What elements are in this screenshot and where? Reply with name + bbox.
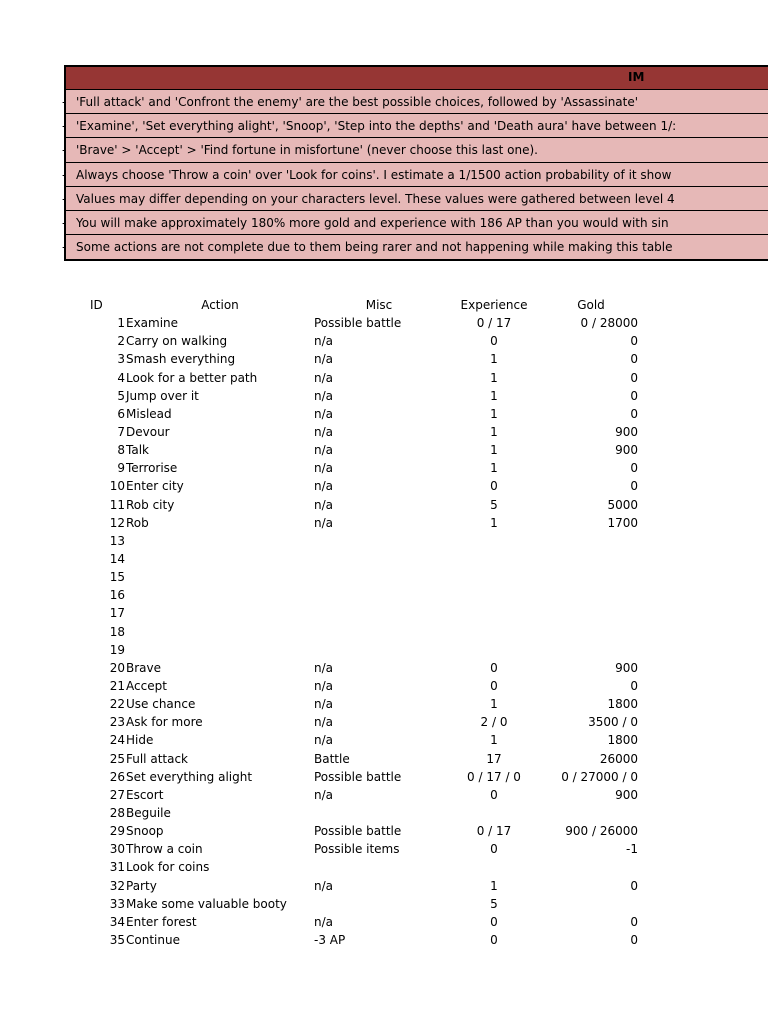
- table-row: [64, 731, 638, 749]
- cell-action: [126, 550, 314, 568]
- info-line-text: 'Examine', 'Set everything alight', 'Snoop', 'Step into the depths' and 'Death aura' have between 1/:: [76, 119, 677, 134]
- cell-gold: 0: [630, 878, 638, 893]
- cell-experience: 5: [490, 497, 498, 512]
- table-row: [64, 514, 638, 532]
- info-line-text: 'Brave' > 'Accept' > 'Find fortune in misfortune' (never choose this last one).: [76, 143, 538, 158]
- cell-misc: n/a: [314, 425, 334, 440]
- cell-misc: Possible battle: [314, 769, 402, 784]
- table-row: [64, 840, 638, 858]
- cell-id: 18: [109, 624, 125, 639]
- table-row: [64, 441, 638, 459]
- cell-gold: 1700: [607, 515, 638, 530]
- cell-action: Hide: [126, 733, 154, 748]
- header-experience: Experience: [460, 298, 528, 313]
- cell-experience: 1: [490, 352, 498, 367]
- cell-gold: [544, 532, 638, 550]
- info-box: [64, 65, 768, 261]
- cell-experience: 0: [490, 914, 498, 929]
- cell-experience: [444, 623, 544, 641]
- table-row: [64, 568, 638, 586]
- cell-action: [126, 586, 314, 604]
- cell-experience: [444, 804, 544, 822]
- cell-misc: n/a: [314, 697, 334, 712]
- cell-id: 31: [109, 860, 125, 875]
- info-line-text: 'Full attack' and 'Confront the enemy' are the best possible choices, followed by 'Assassinate': [76, 95, 639, 109]
- cell-experience: 0: [490, 479, 498, 494]
- cell-action: Terrorise: [126, 461, 178, 476]
- cell-id: 1: [117, 316, 125, 331]
- info-header-title: IM: [628, 70, 645, 84]
- cell-gold: [544, 895, 638, 913]
- cell-id: 23: [109, 715, 125, 730]
- table-row: [64, 405, 638, 423]
- table-row: [64, 550, 638, 568]
- cell-action: Enter forest: [126, 914, 197, 929]
- cell-id: 24: [109, 733, 125, 748]
- cell-gold: 0: [630, 388, 638, 403]
- cell-experience: 1: [490, 388, 498, 403]
- cell-experience: 2 / 0: [480, 715, 508, 730]
- cell-gold: [544, 604, 638, 622]
- cell-gold: [544, 550, 638, 568]
- cell-experience: 5: [490, 896, 498, 911]
- cell-misc: Battle: [314, 751, 350, 766]
- table-row: [64, 804, 638, 822]
- header-misc: Misc: [365, 298, 393, 313]
- cell-misc: [314, 532, 444, 550]
- cell-experience: 1: [490, 443, 498, 458]
- cell-action: Beguile: [126, 806, 171, 820]
- cell-misc: n/a: [314, 733, 334, 748]
- cell-experience: 0: [490, 787, 498, 802]
- cell-misc: [314, 568, 444, 586]
- cell-misc: [314, 804, 444, 822]
- cell-gold: 0 / 27000 / 0: [561, 769, 638, 784]
- cell-id: 26: [109, 769, 125, 784]
- cell-id: 7: [117, 425, 125, 440]
- cell-id: 9: [117, 461, 125, 476]
- table-row: [64, 858, 638, 876]
- actions-table: [64, 296, 638, 949]
- cell-misc: n/a: [314, 461, 334, 476]
- cell-experience: 1: [490, 733, 498, 748]
- cell-id: 14: [109, 552, 125, 567]
- cell-misc: [314, 586, 444, 604]
- info-bullet: -: [62, 215, 67, 230]
- cell-gold: [544, 623, 638, 641]
- cell-gold: 0: [630, 370, 638, 385]
- info-bullet: -: [62, 167, 67, 182]
- info-bullet: -: [62, 143, 67, 158]
- table-row: [64, 695, 638, 713]
- cell-misc: Possible battle: [314, 824, 402, 839]
- cell-action: Set everything alight: [126, 769, 253, 784]
- cell-experience: 1: [490, 406, 498, 421]
- cell-experience: 0 / 17: [476, 824, 512, 839]
- cell-gold: 900 / 26000: [565, 824, 638, 839]
- cell-misc: -3 AP: [314, 932, 346, 947]
- cell-gold: 0: [630, 914, 638, 929]
- cell-experience: [444, 532, 544, 550]
- cell-id: 27: [109, 787, 125, 802]
- table-row: [64, 822, 638, 840]
- cell-id: 17: [109, 606, 125, 621]
- cell-misc: n/a: [314, 479, 334, 494]
- table-row: [64, 913, 638, 931]
- cell-misc: n/a: [314, 914, 334, 929]
- cell-misc: n/a: [314, 679, 334, 694]
- cell-id: 8: [117, 443, 125, 458]
- cell-id: 4: [117, 370, 125, 385]
- info-line: [62, 163, 768, 187]
- cell-action: Look for coins: [126, 860, 210, 875]
- cell-misc: [314, 895, 444, 913]
- cell-experience: 1: [490, 878, 498, 893]
- cell-gold: [544, 586, 638, 604]
- table-row: [64, 877, 638, 895]
- cell-id: 16: [109, 588, 125, 603]
- cell-misc: n/a: [314, 443, 334, 458]
- cell-id: 35: [109, 932, 125, 947]
- cell-misc: n/a: [314, 388, 334, 403]
- cell-action: Jump over it: [126, 388, 199, 403]
- cell-gold: 5000: [607, 497, 638, 512]
- cell-experience: [444, 604, 544, 622]
- cell-misc: n/a: [314, 497, 334, 512]
- cell-experience: [444, 550, 544, 568]
- table-row: [64, 459, 638, 477]
- cell-id: 20: [109, 660, 125, 675]
- cell-gold: 0: [630, 932, 638, 947]
- cell-experience: 0 / 17: [476, 316, 512, 331]
- table-header-row: [64, 296, 638, 314]
- cell-id: 3: [117, 352, 125, 367]
- info-line-text: You will make approximately 180% more gold and experience with 186 AP than you would with sin: [76, 215, 669, 230]
- cell-misc: [314, 858, 444, 876]
- cell-action: Look for a better path: [126, 370, 258, 385]
- table-row: [64, 931, 638, 949]
- table-row: [64, 532, 638, 550]
- cell-gold: 0: [630, 334, 638, 349]
- cell-experience: 0 / 17 / 0: [467, 769, 521, 784]
- cell-experience: 1: [490, 370, 498, 385]
- cell-gold: [544, 568, 638, 586]
- cell-misc: Possible items: [314, 842, 400, 857]
- table-row: [64, 750, 638, 768]
- table-row: [64, 496, 638, 514]
- cell-misc: n/a: [314, 515, 334, 530]
- table-row: [64, 895, 638, 913]
- cell-action: [126, 641, 314, 659]
- table-row: [64, 350, 638, 368]
- cell-gold: 26000: [599, 751, 638, 766]
- cell-experience: 1: [490, 461, 498, 476]
- info-line-text: Some actions are not complete due to them being rarer and not happening while making this table: [76, 240, 673, 255]
- cell-action: Continue: [126, 932, 180, 947]
- cell-gold: 900: [615, 787, 638, 802]
- cell-misc: [314, 550, 444, 568]
- info-bullet: -: [62, 119, 67, 134]
- cell-misc: n/a: [314, 715, 334, 730]
- header-id: ID: [90, 298, 103, 313]
- cell-action: Throw a coin: [126, 842, 203, 857]
- cell-experience: [444, 641, 544, 659]
- cell-action: [126, 532, 314, 550]
- table-row: [64, 423, 638, 441]
- cell-id: 5: [117, 388, 125, 403]
- info-line: [62, 114, 768, 138]
- cell-misc: n/a: [314, 878, 334, 893]
- table-row: [64, 641, 638, 659]
- cell-id: 10: [109, 479, 125, 494]
- cell-experience: 0: [490, 660, 498, 675]
- cell-id: 34: [109, 914, 125, 929]
- cell-action: Ask for more: [126, 715, 203, 730]
- cell-action: Use chance: [126, 697, 196, 712]
- cell-gold: 900: [615, 660, 638, 675]
- table-row: [64, 659, 638, 677]
- table-row: [64, 677, 638, 695]
- cell-gold: 1800: [607, 733, 638, 748]
- cell-gold: 0 / 28000: [580, 316, 638, 331]
- cell-action: [126, 604, 314, 622]
- cell-id: 28: [109, 806, 125, 820]
- cell-action: Party: [126, 878, 157, 893]
- cell-id: 33: [109, 896, 125, 911]
- cell-id: 25: [109, 751, 125, 766]
- cell-action: Snoop: [126, 824, 164, 839]
- cell-id: 32: [109, 878, 125, 893]
- cell-misc: n/a: [314, 352, 334, 367]
- table-row: [64, 369, 638, 387]
- table-row: [64, 604, 638, 622]
- cell-gold: -1: [626, 842, 638, 857]
- cell-misc: [314, 604, 444, 622]
- header-action: Action: [201, 298, 239, 313]
- cell-action: [126, 568, 314, 586]
- cell-gold: [544, 858, 638, 876]
- cell-gold: 0: [630, 352, 638, 367]
- cell-misc: [314, 641, 444, 659]
- cell-experience: [444, 858, 544, 876]
- cell-experience: 0: [490, 334, 498, 349]
- cell-id: 6: [117, 406, 125, 421]
- table-row: [64, 713, 638, 731]
- cell-gold: 0: [630, 406, 638, 421]
- cell-misc: n/a: [314, 787, 334, 802]
- info-line: [62, 211, 768, 235]
- table-row: [64, 623, 638, 641]
- cell-action: Rob: [126, 515, 149, 530]
- cell-experience: 0: [490, 932, 498, 947]
- cell-misc: Possible battle: [314, 316, 402, 331]
- info-lines: [62, 90, 768, 259]
- cell-gold: 0: [630, 479, 638, 494]
- table-row: [64, 768, 638, 786]
- cell-action: Mislead: [126, 406, 172, 421]
- info-line-text: Always choose 'Throw a coin' over 'Look for coins'. I estimate a 1/1500 action probability of it show: [76, 167, 672, 182]
- table-row: [64, 387, 638, 405]
- cell-gold: 1800: [607, 697, 638, 712]
- cell-action: Escort: [126, 787, 164, 802]
- info-bullet: -: [62, 240, 67, 255]
- cell-action: Devour: [126, 425, 170, 440]
- info-bullet: -: [62, 95, 67, 109]
- table-row: [64, 332, 638, 350]
- info-line: [62, 187, 768, 211]
- cell-experience: 0: [490, 679, 498, 694]
- cell-experience: 0: [490, 842, 498, 857]
- table-row: [64, 314, 638, 332]
- cell-id: 11: [109, 497, 125, 512]
- cell-id: 22: [109, 697, 125, 712]
- cell-gold: 900: [615, 443, 638, 458]
- info-line: [62, 138, 768, 162]
- cell-experience: 1: [490, 425, 498, 440]
- cell-experience: [444, 568, 544, 586]
- cell-action: Smash everything: [126, 352, 236, 367]
- cell-gold: 900: [615, 425, 638, 440]
- cell-id: 29: [109, 824, 125, 839]
- cell-action: Full attack: [126, 751, 188, 766]
- cell-misc: n/a: [314, 334, 334, 349]
- cell-experience: 1: [490, 697, 498, 712]
- cell-id: 12: [109, 515, 125, 530]
- cell-gold: [544, 804, 638, 822]
- cell-id: 21: [109, 679, 125, 694]
- cell-action: [126, 623, 314, 641]
- info-line-text: Values may differ depending on your characters level. These values were gathered between level 4: [76, 191, 675, 206]
- cell-action: Enter city: [126, 479, 184, 494]
- cell-misc: n/a: [314, 406, 334, 421]
- table-row: [64, 477, 638, 495]
- cell-experience: 17: [486, 751, 502, 766]
- table-row: [64, 586, 638, 604]
- cell-action: Carry on walking: [126, 334, 228, 349]
- info-bullet: -: [62, 191, 67, 206]
- cell-id: 2: [117, 334, 125, 349]
- info-header: [66, 67, 768, 90]
- cell-action: Accept: [126, 679, 167, 694]
- cell-id: 30: [109, 842, 125, 857]
- cell-action: Talk: [126, 443, 149, 458]
- cell-id: 19: [109, 642, 125, 657]
- cell-action: Rob city: [126, 497, 175, 512]
- cell-misc: n/a: [314, 660, 334, 675]
- cell-misc: [314, 623, 444, 641]
- cell-misc: n/a: [314, 370, 334, 385]
- cell-experience: [444, 586, 544, 604]
- cell-gold: 0: [630, 679, 638, 694]
- cell-experience: 1: [490, 515, 498, 530]
- cell-id: 15: [109, 570, 125, 585]
- cell-gold: 3500 / 0: [588, 715, 638, 730]
- header-gold: Gold: [577, 298, 605, 313]
- info-line: [62, 235, 768, 259]
- table-row: [64, 786, 638, 804]
- cell-id: 13: [109, 533, 125, 548]
- cell-action: Examine: [126, 316, 179, 331]
- cell-gold: 0: [630, 461, 638, 476]
- cell-action: Make some valuable booty: [126, 896, 287, 911]
- cell-action: Brave: [126, 660, 162, 675]
- info-line: [62, 90, 768, 114]
- cell-gold: [544, 641, 638, 659]
